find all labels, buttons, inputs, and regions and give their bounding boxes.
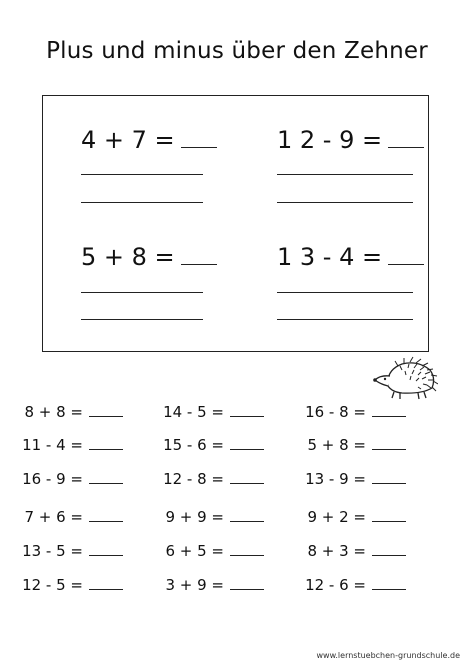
exercise-row: [158, 470, 288, 488]
exercise-row: [17, 508, 147, 526]
task-expression: 1 3 - 4 =: [277, 243, 383, 271]
answer-blank[interactable]: [372, 508, 406, 522]
answer-blank[interactable]: [372, 576, 406, 590]
exercise-expression: 16 - 9 =: [22, 470, 83, 488]
answer-blank[interactable]: [230, 508, 264, 522]
hedgehog-icon: [372, 356, 438, 400]
exercise-row: [300, 436, 430, 454]
exercise-row: [17, 470, 147, 488]
exercise-expression: 8 + 3 =: [307, 542, 366, 560]
exercise-expression: 13 - 5 =: [22, 542, 83, 560]
work-line[interactable]: [81, 319, 203, 320]
answer-blank[interactable]: [388, 244, 424, 265]
task-expression: 5 + 8 =: [81, 243, 175, 271]
box-task: [81, 243, 217, 271]
box-task: [81, 126, 217, 154]
exercise-row: [17, 436, 147, 454]
exercise-row: [158, 542, 288, 560]
work-line[interactable]: [277, 202, 413, 203]
answer-blank[interactable]: [230, 470, 264, 484]
exercise-row: [158, 508, 288, 526]
answer-blank[interactable]: [89, 576, 123, 590]
exercise-expression: 14 - 5 =: [163, 403, 224, 421]
exercise-row: [158, 436, 288, 454]
exercise-row: [300, 576, 430, 594]
exercise-expression: 15 - 6 =: [163, 436, 224, 454]
practice-box: [42, 95, 429, 352]
page-title: Plus und minus über den Zehner: [46, 38, 428, 64]
box-task: [277, 126, 424, 154]
answer-blank[interactable]: [89, 436, 123, 450]
exercise-row: [300, 508, 430, 526]
exercise-expression: 5 + 8 =: [307, 436, 366, 454]
answer-blank[interactable]: [230, 576, 264, 590]
exercise-row: [300, 403, 430, 421]
exercise-expression: 8 + 8 =: [24, 403, 83, 421]
answer-blank[interactable]: [89, 542, 123, 556]
exercise-row: [17, 403, 147, 421]
answer-blank[interactable]: [372, 403, 406, 417]
answer-blank[interactable]: [181, 244, 217, 265]
answer-blank[interactable]: [89, 403, 123, 417]
task-expression: 4 + 7 =: [81, 126, 175, 154]
exercise-expression: 7 + 6 =: [24, 508, 83, 526]
answer-blank[interactable]: [89, 508, 123, 522]
exercise-row: [17, 542, 147, 560]
work-line[interactable]: [277, 292, 413, 293]
answer-blank[interactable]: [372, 436, 406, 450]
answer-blank[interactable]: [372, 470, 406, 484]
exercise-expression: 6 + 5 =: [165, 542, 224, 560]
exercise-expression: 11 - 4 =: [22, 436, 83, 454]
footer-url: www.lernstuebchen-grundschule.de: [316, 651, 460, 660]
answer-blank[interactable]: [181, 127, 217, 148]
work-line[interactable]: [81, 174, 203, 175]
work-line[interactable]: [81, 292, 203, 293]
answer-blank[interactable]: [89, 470, 123, 484]
exercise-expression: 9 + 2 =: [307, 508, 366, 526]
exercise-expression: 12 - 6 =: [305, 576, 366, 594]
answer-blank[interactable]: [230, 542, 264, 556]
box-task: [277, 243, 424, 271]
exercise-expression: 9 + 9 =: [165, 508, 224, 526]
exercise-row: [17, 576, 147, 594]
answer-blank[interactable]: [230, 403, 264, 417]
exercise-expression: 16 - 8 =: [305, 403, 366, 421]
answer-blank[interactable]: [372, 542, 406, 556]
exercise-row: [158, 403, 288, 421]
exercise-expression: 12 - 8 =: [163, 470, 224, 488]
answer-blank[interactable]: [388, 127, 424, 148]
work-line[interactable]: [277, 174, 413, 175]
exercise-expression: 3 + 9 =: [165, 576, 224, 594]
exercise-expression: 13 - 9 =: [305, 470, 366, 488]
work-line[interactable]: [277, 319, 413, 320]
exercise-row: [300, 542, 430, 560]
exercise-row: [158, 576, 288, 594]
work-line[interactable]: [81, 202, 203, 203]
task-expression: 1 2 - 9 =: [277, 126, 383, 154]
exercise-expression: 12 - 5 =: [22, 576, 83, 594]
exercise-row: [300, 470, 430, 488]
answer-blank[interactable]: [230, 436, 264, 450]
